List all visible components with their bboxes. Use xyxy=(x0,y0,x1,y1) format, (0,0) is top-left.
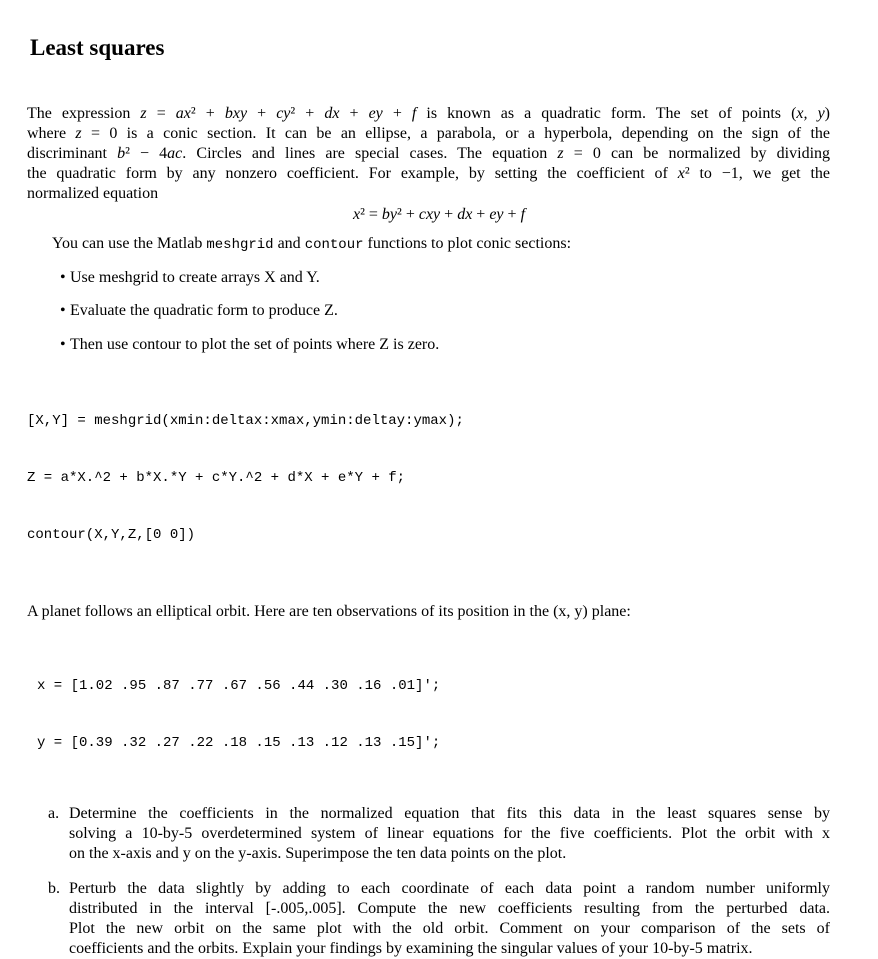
math-segment: ey xyxy=(489,206,504,223)
math-segment: b xyxy=(117,145,126,162)
bullet-icon: • xyxy=(60,302,66,319)
text-segment: + xyxy=(339,105,369,122)
exercise-label: a. xyxy=(48,805,60,822)
exercise-item xyxy=(0,879,830,959)
text-segment: = 0 is a conic section. It can be an ellipse, a parabola, or a hyperbola, depending on the sign of the xyxy=(81,125,830,142)
bullet-item xyxy=(0,268,878,288)
bullet-text: Evaluate the quadratic form to produce Z. xyxy=(70,302,338,319)
text-segment: The expression xyxy=(27,105,141,122)
bullet-text: Use meshgrid to create arrays X and Y. xyxy=(70,269,320,286)
code-line: Z = a*X.^2 + b*X.*Y + c*Y.^2 + d*X + e*Y + f; xyxy=(27,470,406,486)
paragraph-line xyxy=(27,124,830,144)
math-segment: x, y xyxy=(796,105,825,122)
math-segment: f xyxy=(411,105,417,122)
text-segment: = xyxy=(364,206,382,223)
math-segment: z xyxy=(557,145,564,162)
code-line-x: x = [1.02 .95 .87 .77 .67 .56 .44 .30 .16 .01]'; xyxy=(37,678,441,694)
page-title: Least squares xyxy=(30,35,165,60)
text-segment: normalized equation xyxy=(27,185,159,202)
math-segment: dx xyxy=(457,206,473,223)
math-segment: z xyxy=(140,105,147,122)
data-code-block xyxy=(37,639,878,791)
text-segment: + xyxy=(295,105,325,122)
bullet-item xyxy=(0,335,878,355)
text-segment: ² xyxy=(190,105,196,122)
bullet-icon: • xyxy=(60,269,66,286)
text-segment: to −1, we get the xyxy=(689,165,831,182)
exercise-list xyxy=(0,804,878,959)
math-segment: dx xyxy=(324,105,340,122)
text-segment: = 0 can be normalized by dividing xyxy=(563,145,831,162)
bullet-text: Then use contour to plot the set of points where Z is zero. xyxy=(70,336,440,353)
math-segment: bxy xyxy=(224,105,248,122)
text-segment: + xyxy=(503,206,521,223)
normalized-equation xyxy=(0,205,878,225)
text-segment: + xyxy=(472,206,490,223)
bullet-icon: • xyxy=(60,336,66,353)
text-segment: ² xyxy=(684,165,690,182)
text-segment: You can use the Matlab xyxy=(52,235,207,252)
paragraph-line xyxy=(27,184,830,204)
math-segment: by xyxy=(381,206,398,223)
text-segment: + xyxy=(247,105,277,122)
text-segment: ² xyxy=(290,105,296,122)
text-segment: ² xyxy=(397,206,402,223)
math-segment: z xyxy=(75,125,82,142)
exercise-label: b. xyxy=(48,880,60,897)
text-segment: ) xyxy=(824,105,830,122)
math-segment: f xyxy=(520,206,526,223)
exercise-line: Plot the new orbit on the same plot with the old orbit. Comment on your comparison of the sets of xyxy=(69,920,830,937)
paragraph-line xyxy=(27,104,830,124)
paragraph-line xyxy=(27,164,830,184)
exercise-line: Determine the coefficients in the normalized equation that fits this data in the least squares sense by xyxy=(69,805,830,822)
math-segment: ey xyxy=(368,105,383,122)
exercise-line: Perturb the data slightly by adding to each coordinate of each data point a random number uniformly xyxy=(69,880,830,897)
bullet-list xyxy=(0,268,878,355)
code-word: contour xyxy=(304,237,364,253)
text-segment: + xyxy=(195,105,225,122)
text-segment: ² xyxy=(360,206,365,223)
code-word: meshgrid xyxy=(206,237,274,253)
bullet-item xyxy=(0,301,878,321)
math-segment: ac xyxy=(167,145,183,162)
matlab-code-block xyxy=(27,374,878,583)
text-segment: is known as a quadratic form. The set of points ( xyxy=(416,105,797,122)
paragraph-line xyxy=(27,144,830,164)
math-segment: x xyxy=(352,206,361,223)
text-segment: discriminant xyxy=(27,145,118,162)
code-line-y: y = [0.39 .32 .27 .22 .18 .15 .13 .12 .13 .15]'; xyxy=(37,735,441,751)
math-segment: ax xyxy=(175,105,191,122)
exercise-line: distributed in the interval [-.005,.005]. Compute the new coefficients resulting from the perturbed data. xyxy=(69,900,830,917)
text-segment: . Circles and lines are special cases. The equation xyxy=(182,145,558,162)
text-segment: + xyxy=(382,105,412,122)
math-segment: x xyxy=(677,165,685,182)
matlab-intro xyxy=(52,234,830,255)
text-segment: ² xyxy=(125,145,130,162)
intro-paragraph xyxy=(27,104,830,204)
text-segment: = xyxy=(146,105,176,122)
math-segment: cxy xyxy=(418,206,441,223)
exercise-item xyxy=(0,804,830,864)
planet-text: A planet follows an elliptical orbit. Here are ten observations of its position in the (x, y) plane: xyxy=(27,603,631,620)
text-segment: where xyxy=(27,125,76,142)
code-line: [X,Y] = meshgrid(xmin:deltax:xmax,ymin:deltay:ymax); xyxy=(27,413,464,429)
text-segment: + xyxy=(401,206,419,223)
math-segment: cy xyxy=(276,105,291,122)
code-line: contour(X,Y,Z,[0 0]) xyxy=(27,527,196,543)
exercise-body xyxy=(69,804,830,864)
text-segment: + xyxy=(440,206,458,223)
text-segment: functions to plot conic sections: xyxy=(363,235,572,252)
exercise-line: solving a 10-by-5 overdetermined system of linear equations for the five coefficients. Plot the orbit with x xyxy=(69,825,830,842)
exercise-line: coefficients and the orbits. Explain your findings by examining the singular values of your 10-by-5 matrix. xyxy=(69,940,753,957)
exercise-line: on the x-axis and y on the y-axis. Superimpose the ten data points on the plot. xyxy=(69,845,567,862)
text-segment: − 4 xyxy=(129,145,168,162)
text-segment: the quadratic form by any nonzero coefficient. For example, by setting the coefficient of xyxy=(27,165,678,182)
exercise-body xyxy=(69,879,830,959)
text-segment: and xyxy=(273,235,305,252)
